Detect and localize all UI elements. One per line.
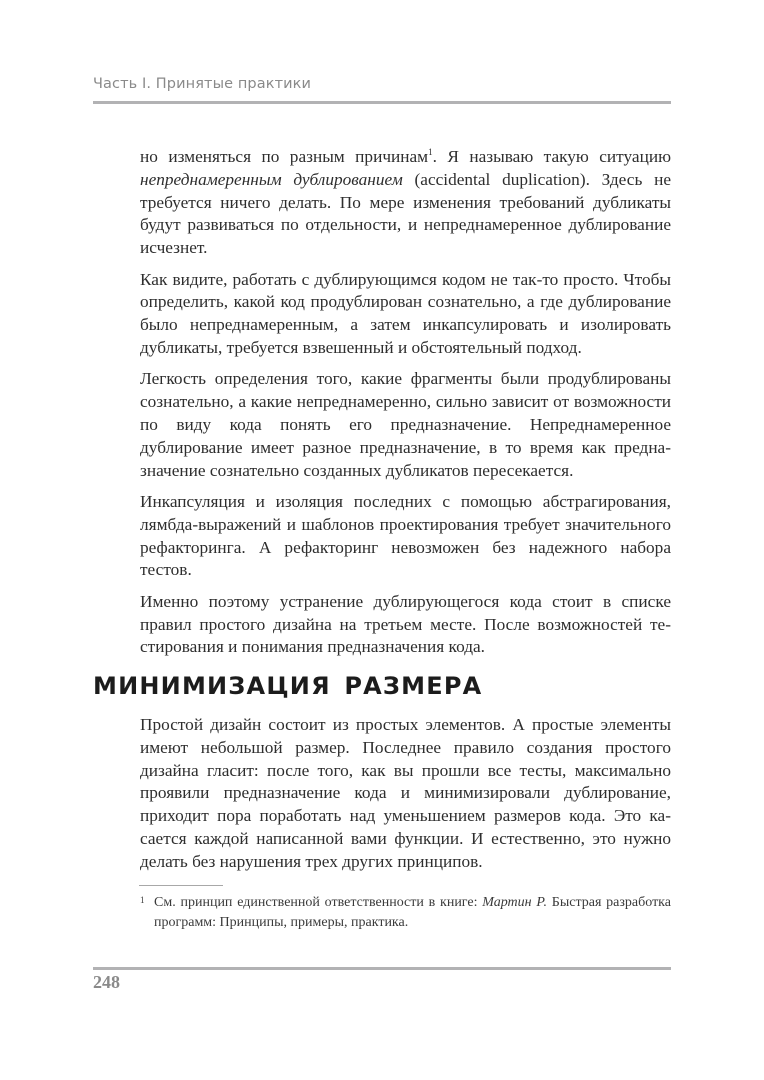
footnote-author: Мартин Р.	[482, 895, 548, 910]
paragraph: Простой дизайн состоит из простых элементов. А простые элементы имеют небольшой размер. Последнее правило создания простого дизайна гласит: после того, как вы прошли все тесты, максимально проявили предназначение кода и минимизировали дублирование, приходит пора поработать над уменьшением размеров кода. Это касается каждой написанной вами функции. И естественно, это нужно делать без нарушения трех других принципов.	[140, 715, 671, 871]
body-text	[140, 146, 671, 668]
running-head: Часть I. Принятые практики	[93, 76, 312, 92]
paragraph-text: (accidental duplication). Здесь не требуется ничего делать. По мере изменения требований дубликаты будут развиваться по отдельности, и непреднамеренное дублирование исчезнет.	[140, 169, 671, 258]
paragraph: Легкость определения того, какие фрагменты были продублированы сознательно, а какие непреднамеренно, сильно зависит от возможности по виду кода понять его предназначение. Непреднамеренное дублирование имеет разное предназначение, в то время как предназначение сознательно созданных дубликатов пересекается.	[140, 369, 671, 480]
paragraph: Именно поэтому устранение дублирующегося кода стоит в списке правил простого дизайна на третьем месте. После возможностей тестирования и понимания предназначения кода.	[140, 591, 671, 657]
footnote-rule	[139, 885, 223, 886]
emphasized-term: непреднамеренным дублированием	[140, 169, 403, 189]
footnote-reference[interactable]: 1	[428, 147, 433, 157]
header-rule	[93, 101, 671, 104]
paragraph-text: . Я называю такую ситуацию	[432, 147, 671, 166]
paragraph: Инкапсуляция и изоляция последних с помощью абстрагирования, лямбда-выражений и шаблонов проектирования требует значительного рефакторинга. А рефакторинг невозможен без надежного набора тестов.	[140, 491, 671, 580]
paragraph	[140, 146, 671, 260]
section-heading: МИНИМИЗАЦИЯ РАЗМЕРА	[93, 672, 483, 700]
footnote-marker: 1	[140, 895, 145, 905]
footnote	[140, 893, 671, 933]
footer-rule	[93, 967, 671, 970]
page-number: 248	[93, 972, 120, 992]
footnote-text-part: Быстрая разработка программ: Принципы, примеры, практика.	[154, 895, 671, 930]
paragraph-text: но изменяться по разным причинам	[140, 147, 429, 166]
footnote-text-part: См. принцип единственной ответственности в книге:	[154, 895, 483, 910]
footnote-text	[154, 893, 671, 933]
paragraph: Как видите, работать с дублирующимся кодом не так-то просто. Чтобы определить, какой код продублирован сознательно, а где дублирование было непреднамеренным, а затем инкапсулировать и изолировать дубликаты, требуется взвешенный и обстоятельный подход.	[140, 269, 671, 357]
section-body	[140, 714, 671, 874]
